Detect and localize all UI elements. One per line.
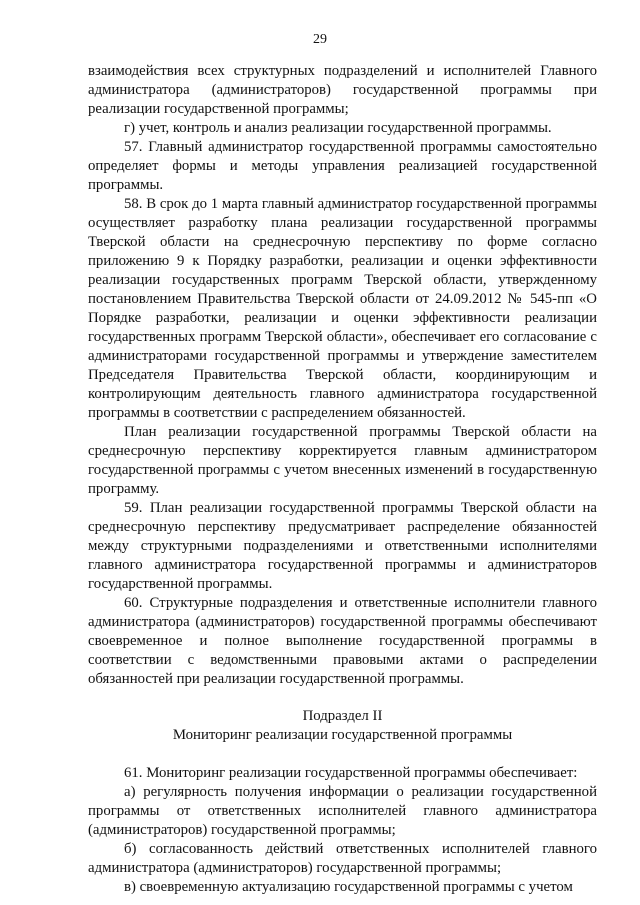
paragraph-61-v: в) своевременную актуализацию государственной программы с учетом: [124, 879, 573, 895]
paragraph-58: 58. В срок до 1 марта главный администратор государственной программы осуществляет разработку плана реализации государственной программы Тверской области на среднесрочную перспективу по форме согласно приложению 9 к Порядку разработки, реализации и оценки эффективности реализации государственных программ Тверской области, утвержденному постановлением Правительства Тверской области от 24.09.2012 № 545-пп «О Порядке разработки, реализации и оценки эффективности реализации государственных программ Тверской области», обеспечивает его согласование с администраторами государственной программы и утверждение заместителем Председателя Правительства Тверской области, координирующим и контролирующим деятельность главного администратора государственной программы в соответствии с распределением обязанностей.: [88, 196, 597, 421]
subsection-label: Подраздел II: [302, 708, 383, 724]
subsection-title: Мониторинг реализации государственной программы: [172, 727, 513, 743]
document-body: [88, 62, 597, 897]
paragraph-plan-correction: План реализации государственной программы Тверской области на среднесрочную перспективу корректируется главным администратором государственной программы с учетом внесенных изменений в государственную программу.: [88, 424, 597, 497]
paragraph-57: 57. Главный администратор государственной программы самостоятельно определяет формы и методы управления реализацией государственной программы.: [88, 139, 597, 193]
paragraph-60: 60. Структурные подразделения и ответственные исполнители главного администратора (администраторов) государственной программы обеспечивают своевременное и полное выполнение государственной программы в соответствии с ведомственными правовыми актами о распределении обязанностей при реализации государственной программы.: [88, 595, 597, 687]
paragraph-continuation: взаимодействия всех структурных подразделений и исполнителей Главного администратора (администраторов) государственной программы при реализации государственной программы;: [88, 63, 597, 117]
page-number: 29: [313, 32, 327, 47]
paragraph-61: 61. Мониторинг реализации государственной программы обеспечивает:: [124, 765, 578, 781]
paragraph-59: 59. План реализации государственной программы Тверской области на среднесрочную перспективу предусматривает распределение обязанностей между структурными подразделениями и ответственными исполнителями главного администратора государственной программы и администраторов государственной программы.: [88, 500, 597, 592]
paragraph-item-g: г) учет, контроль и анализ реализации государственной программы.: [124, 120, 552, 136]
paragraph-61-a: а) регулярность получения информации о реализации государственной программы от ответственных исполнителей главного администратора (администраторов) государственной программы;: [88, 784, 597, 838]
paragraph-61-b: б) согласованность действий ответственных исполнителей главного администратора (администраторов) государственной программы;: [88, 841, 597, 876]
